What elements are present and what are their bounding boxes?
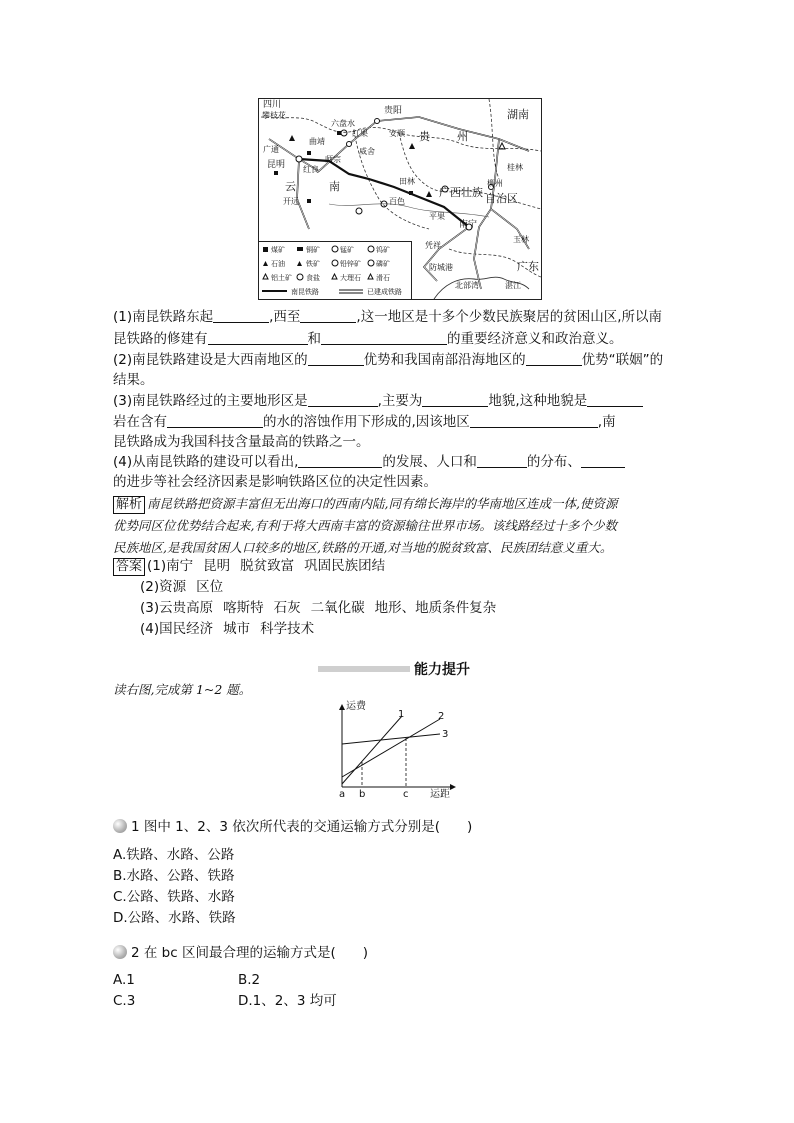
legend-oil: 石油 bbox=[271, 260, 285, 268]
legend-talc: 滑石 bbox=[376, 274, 390, 282]
q2-line1: (2)南昆铁路建设是大西南地区的 优势和我国南部沿海地区的 优势“联姻”的 bbox=[113, 352, 664, 368]
label-weining: 威舍 bbox=[359, 147, 375, 156]
legend-leadzinc: 铅锌矿 bbox=[340, 260, 361, 268]
label-guiyang: 贵阳 bbox=[384, 106, 403, 116]
line-2 bbox=[342, 719, 440, 777]
graph-tick-a: a bbox=[339, 789, 346, 800]
legend-salt: 食盐 bbox=[306, 274, 320, 282]
legend-manganese: 锰矿 bbox=[340, 246, 354, 254]
section-bar bbox=[318, 666, 410, 672]
q2-line2: 结果。 bbox=[113, 372, 154, 388]
q3-line2: 岩在含有 的水的溶蚀作用下形成的,因该地区 ,南 bbox=[113, 414, 616, 430]
label-guangtong: 广通 bbox=[263, 145, 279, 154]
legend-phosphate: 磷矿 bbox=[376, 260, 390, 268]
graph-line2-label: 2 bbox=[438, 711, 445, 722]
blank-q1-b[interactable] bbox=[321, 330, 447, 345]
label-yulin: 玉林 bbox=[513, 235, 529, 244]
label-fangcheng: 防城港 bbox=[429, 263, 453, 272]
legend-marble: 大理石 bbox=[340, 274, 361, 282]
mc2-stem: 2 在 bc 区间最合理的运输方式是( ) bbox=[113, 943, 368, 963]
line-3 bbox=[342, 734, 440, 744]
graph-line3-label: 3 bbox=[442, 729, 449, 740]
graph-line1-label: 1 bbox=[398, 709, 405, 720]
label-kunming: 昆明 bbox=[267, 160, 286, 170]
answer-line1: 答案 (1)南宁 昆明 脱贫致富 巩固民族团结 bbox=[113, 556, 385, 576]
railway-map bbox=[258, 98, 542, 300]
label-liupanshui: 六盘水 bbox=[331, 119, 355, 128]
blank-q1-a[interactable] bbox=[208, 330, 308, 345]
mc1-option-a[interactable]: A.铁路、水路、公路 bbox=[113, 847, 235, 863]
label-zhanjiang: 湛江 bbox=[505, 281, 521, 290]
label-shizong: 师宗 bbox=[325, 155, 341, 164]
mc1-stem: 1 图中 1、2、3 依次所代表的交通运输方式分别是( ) bbox=[113, 817, 472, 837]
blank-q4-a[interactable] bbox=[298, 453, 382, 468]
legend-copper: 铜矿 bbox=[306, 246, 320, 254]
legend-existing: 已建成铁路 bbox=[367, 288, 402, 296]
label-panzhihua: 攀枝花 bbox=[262, 111, 286, 120]
blank-q2-a[interactable] bbox=[308, 351, 364, 366]
label-zhou: 州 bbox=[457, 130, 468, 143]
label-baise: 百色 bbox=[389, 197, 405, 206]
label-anshun: 安顺 bbox=[389, 129, 405, 138]
answer-line3: (3)云贵高原 喀斯特 石灰 二氧化碳 地形、地质条件复杂 bbox=[140, 600, 497, 616]
graph-tick-c: c bbox=[403, 789, 409, 800]
label-zizhiqu: 自治区 bbox=[485, 192, 518, 205]
q3-line3: 昆铁路成为我国科技含量最高的铁路之一。 bbox=[113, 434, 370, 450]
label-hunan: 湖南 bbox=[507, 108, 529, 121]
blank-q1-east[interactable] bbox=[213, 308, 269, 323]
analysis-line2: 优势同区位优势结合起来,有利于将大西南丰富的资源输往世界市场。该线路经过十多个少数 bbox=[113, 518, 617, 533]
label-liuzhou: 柳州 bbox=[487, 179, 503, 188]
legend-tungsten: 钨矿 bbox=[376, 246, 390, 254]
label-gui: 贵 bbox=[419, 130, 430, 143]
map-legend bbox=[259, 241, 412, 300]
q1-line1: (1)南昆铁路东起 ,西至 ,这一地区是十多个少数民族聚居的贫困山区,所以南 bbox=[113, 309, 663, 325]
label-guilin: 桂林 bbox=[507, 163, 523, 172]
label-nan: 南 bbox=[329, 180, 340, 193]
q1-line2: 昆铁路的修建有 和 的重要经济意义和政治意义。 bbox=[113, 331, 623, 347]
answer-line2: (2)资源 区位 bbox=[140, 579, 224, 595]
analysis-line1: 解析 南昆铁路把资源丰富但无出海口的西南内陆,同有绵长海岸的华南地区连成一体,使资源 bbox=[113, 494, 617, 514]
question-ball-icon bbox=[113, 945, 127, 959]
blank-q1-west[interactable] bbox=[300, 308, 356, 323]
label-qujing: 曲靖 bbox=[309, 137, 325, 146]
mc1-option-c[interactable]: C.公路、铁路、水路 bbox=[113, 889, 235, 905]
label-honguo: 红果 bbox=[352, 129, 368, 138]
mc2-option-b[interactable]: B.2 bbox=[238, 972, 261, 988]
graph-tick-b: b bbox=[359, 789, 366, 800]
legend-nankun: 南昆铁路 bbox=[291, 288, 319, 296]
label-pingxiang: 凭祥 bbox=[425, 241, 441, 250]
blank-q3-d[interactable] bbox=[167, 413, 263, 428]
blank-q4-b[interactable] bbox=[477, 453, 527, 468]
q3-line1: (3)南昆铁路经过的主要地形区是 ,主要为 地貌,这种地貌是 bbox=[113, 391, 643, 411]
mc1-option-d[interactable]: D.公路、水路、铁路 bbox=[113, 910, 236, 926]
line-1 bbox=[342, 716, 402, 784]
label-sichuan: 四川 bbox=[263, 100, 282, 110]
label-guangdong: 广东 bbox=[517, 260, 539, 273]
mc2-option-d[interactable]: D.1、2、3 均可 bbox=[238, 993, 337, 1009]
intro-text: 读右图,完成第 1~2 题。 bbox=[113, 682, 252, 697]
legend-coal: 煤矿 bbox=[271, 246, 285, 254]
blank-q3-a[interactable] bbox=[308, 392, 378, 407]
mc2-option-c[interactable]: C.3 bbox=[113, 993, 136, 1009]
section-header bbox=[318, 659, 490, 679]
label-yun: 云 bbox=[285, 180, 296, 193]
label-pingguo: 平果 bbox=[429, 212, 445, 221]
answer-tag: 答案 bbox=[113, 558, 145, 576]
analysis-tag: 解析 bbox=[113, 496, 145, 514]
label-kaiyuan: 开远 bbox=[283, 197, 299, 206]
label-hongchang: 红良 bbox=[303, 165, 319, 174]
blank-q3-b[interactable] bbox=[422, 392, 488, 407]
q4-line1: (4)从南昆铁路的建设可以看出, 的发展、人口和 的分布、 bbox=[113, 452, 625, 472]
blank-q4-c[interactable] bbox=[581, 453, 625, 468]
graph-ylabel: 运费 bbox=[346, 701, 366, 712]
legend-iron: 铁矿 bbox=[306, 260, 320, 268]
label-tianlin: 田林 bbox=[399, 177, 415, 186]
label-nanning: 南宁 bbox=[459, 220, 478, 230]
q4-line2: 的进步等社会经济因素是影响铁路区位的决定性因素。 bbox=[113, 474, 437, 490]
answer-line4: (4)国民经济 城市 科学技术 bbox=[140, 621, 315, 637]
label-beibuwan: 北部湾 bbox=[455, 281, 479, 290]
mc2-option-a[interactable]: A.1 bbox=[113, 972, 135, 988]
legend-bauxite: 铝土矿 bbox=[271, 274, 292, 282]
analysis-line3: 民族地区,是我国贫困人口较多的地区,铁路的开通,对当地的脱贫致富、民族团结意义重大。 bbox=[113, 540, 613, 555]
question-ball-icon bbox=[113, 819, 127, 833]
label-guangxi: 广西壮族 bbox=[439, 186, 483, 199]
blank-q3-c[interactable] bbox=[587, 392, 643, 407]
cost-distance-graph bbox=[322, 702, 462, 802]
mc1-option-b[interactable]: B.水路、公路、铁路 bbox=[113, 868, 235, 884]
blank-q3-e[interactable] bbox=[470, 413, 598, 428]
graph-xlabel: 运距 bbox=[430, 789, 450, 800]
blank-q2-b[interactable] bbox=[526, 351, 582, 366]
section-title: 能力提升 bbox=[414, 662, 470, 678]
